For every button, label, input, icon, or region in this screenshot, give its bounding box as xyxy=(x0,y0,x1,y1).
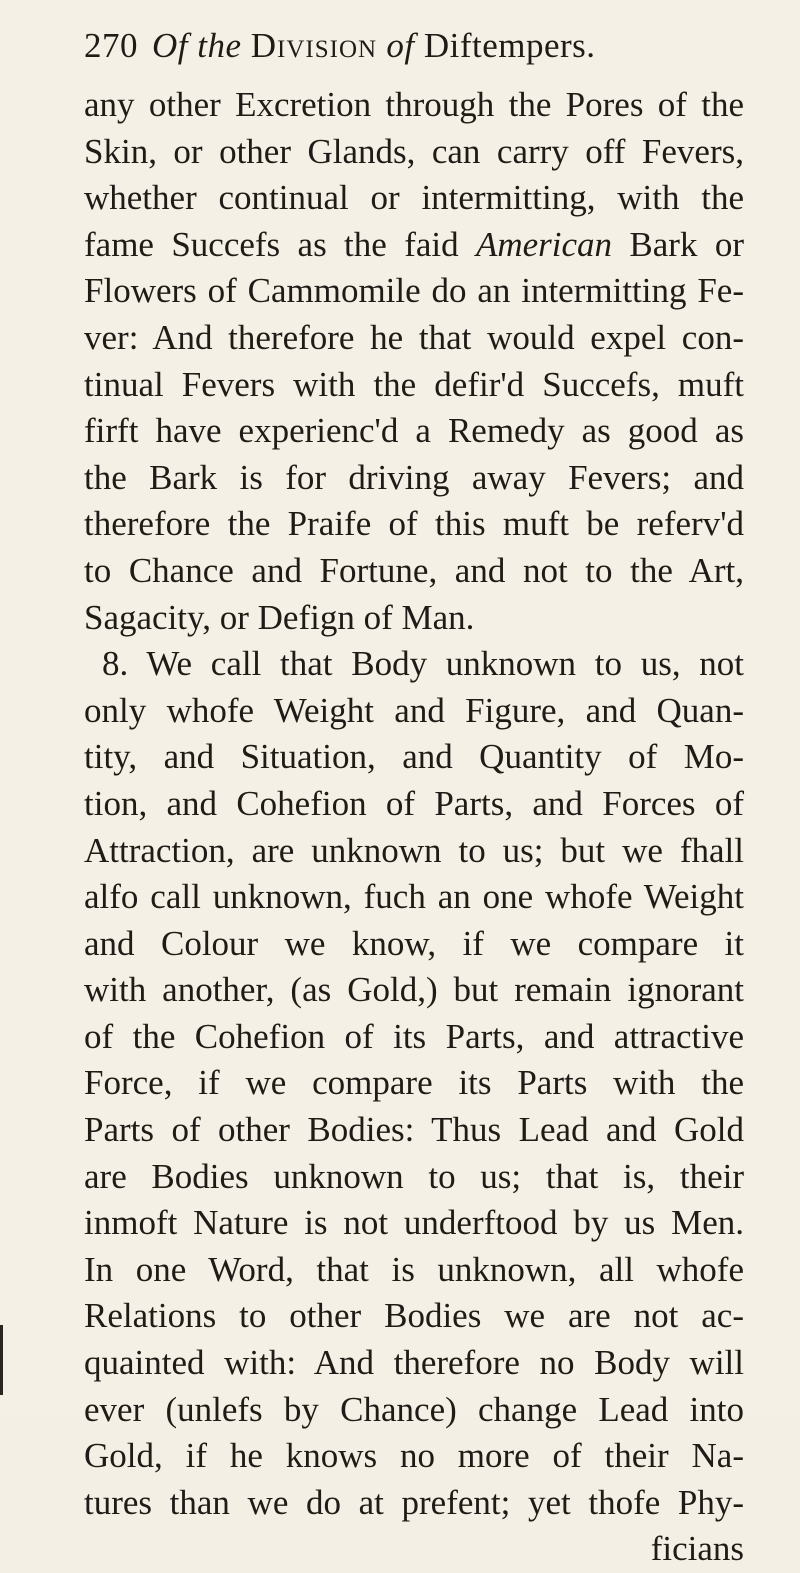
text-line: only whofe Weight and Figure, and Quan- xyxy=(84,690,744,730)
text-segment: fame Succefs as the faid xyxy=(84,224,476,264)
text-line: and Colour we know, if we compare it xyxy=(84,923,744,963)
running-header xyxy=(84,22,596,70)
text-line: of the Cohefion of its Parts, and attractive xyxy=(84,1016,744,1056)
text-line: Parts of other Bodies: Thus Lead and Gold xyxy=(84,1110,744,1150)
text-line: are Bodies unknown to us; that is, their xyxy=(84,1156,744,1196)
text-line: Attraction, are unknown to us; but we fhall xyxy=(84,830,744,870)
text-line: tity, and Situation, and Quantity of Mo- xyxy=(84,737,744,777)
text-line: whether continual or intermitting, with the xyxy=(84,178,744,218)
text-line: tinual Fevers with the defir'd Succefs, muft xyxy=(84,364,744,404)
body-text xyxy=(84,82,744,1573)
text-line: quainted with: And therefore no Body will xyxy=(84,1343,744,1383)
header-of-2: of xyxy=(386,26,415,65)
text-line: the Bark is for driving away Fevers; and xyxy=(84,457,744,497)
text-line xyxy=(84,222,744,269)
text-line: any other Excretion through the Pores of the xyxy=(84,85,744,124)
text-line: Force, if we compare its Parts with the xyxy=(84,1063,744,1103)
text-line: firft have experienc'd a Remedy as good as xyxy=(84,411,744,451)
page-edge-mark xyxy=(0,1325,3,1395)
text-line: ever (unlefs by Chance) change Lead into xyxy=(84,1389,744,1429)
text-line: with another, (as Gold,) but remain ignorant xyxy=(84,970,744,1010)
text-line: alfo call unknown, fuch an one whofe Weight xyxy=(84,877,744,917)
text-line: In one Word, that is unknown, all whofe xyxy=(84,1249,744,1289)
text-line: Gold, if he knows no more of their Na- xyxy=(84,1436,744,1476)
text-line: Skin, or other Glands, can carry off Fevers, xyxy=(84,131,744,171)
text-line: Relations to other Bodies we are not ac- xyxy=(84,1296,744,1336)
text-line: tures than we do at prefent; yet thofe Phy- xyxy=(84,1482,744,1522)
header-the: the xyxy=(197,26,242,65)
text-line: ver: And therefore he that would expel con- xyxy=(84,317,744,357)
text-segment: Bark or xyxy=(612,224,744,264)
catchword: ficians xyxy=(650,1529,744,1569)
paragraph-start-line: 8. We call that Body unknown to us, not xyxy=(102,644,744,684)
page-number: 270 xyxy=(84,26,138,65)
text-line: Flowers of Cammomile do an intermitting Fe- xyxy=(84,271,744,311)
italic-word: American xyxy=(475,224,613,264)
text-line: tion, and Cohefion of Parts, and Forces of xyxy=(84,783,744,823)
header-title-end: Diftempers. xyxy=(423,26,596,65)
text-line: to Chance and Fortune, and not to the Art, xyxy=(84,550,744,590)
text-line: inmoft Nature is not underftood by us Men. xyxy=(84,1203,744,1243)
header-of: Of xyxy=(152,26,188,65)
header-division: Division xyxy=(250,26,378,65)
text-line: therefore the Praife of this muft be referv'd xyxy=(84,504,744,544)
text-line: Sagacity, or Defign of Man. xyxy=(84,597,475,637)
